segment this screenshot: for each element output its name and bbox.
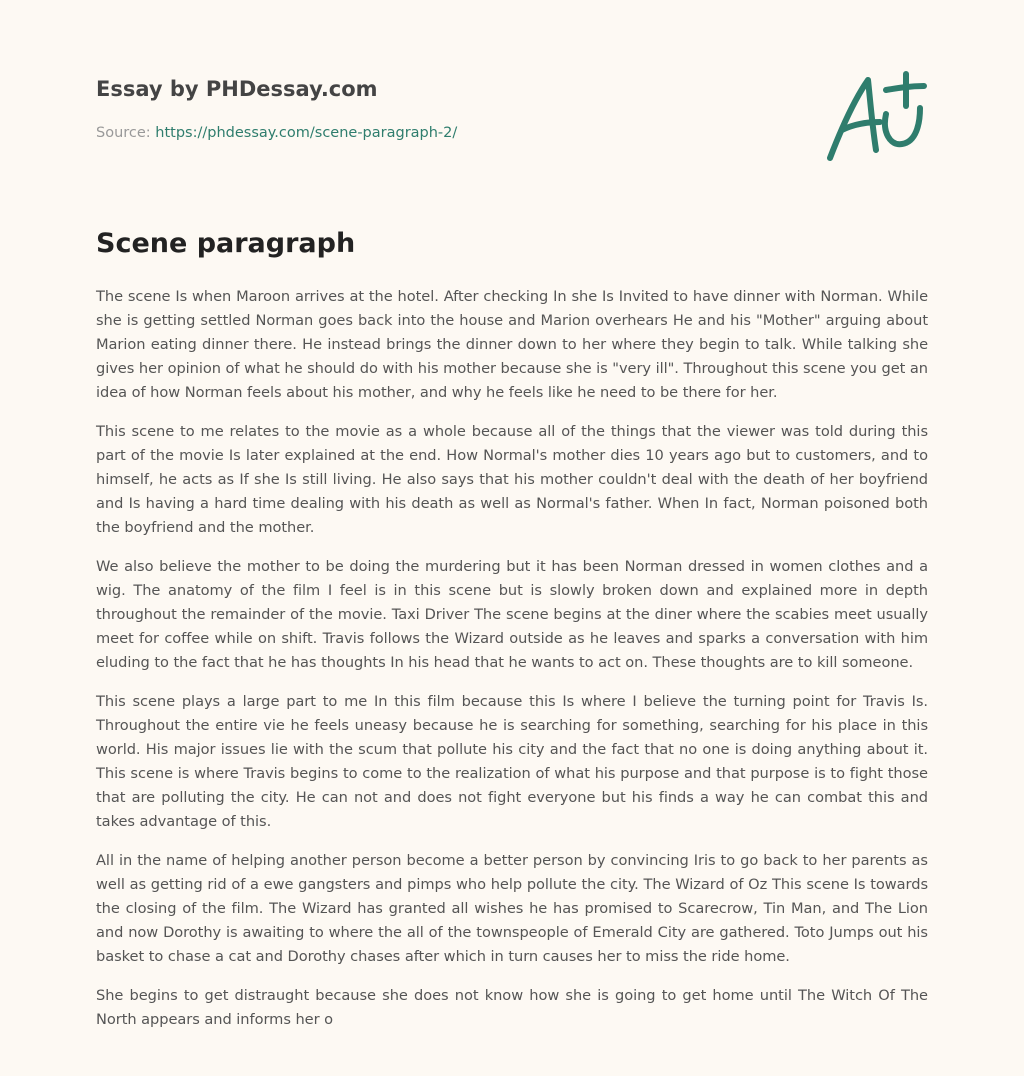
source-label: Source: [96, 125, 151, 141]
essay-paragraph: All in the name of helping another person become a better person by convincing Iris to go back to her parents as well as getting rid of a ewe gangsters and pimps who help pollute the city. The Wizard of Oz This scene Is towards the closing of the film. The Wizard has granted all wishes he has promised to Scarecrow, Tin Man, and The Lion and now Dorothy is awaiting to where the all of the townspeople of Emerald City are gathered. Toto Jumps out his basket to chase a cat and Dorothy chases after which in turn causes her to miss the ride home. [96, 852, 928, 965]
essay-paragraph: She begins to get distraught because she does not know how she is going to get home until The Witch Of The North appears and informs her o [96, 987, 928, 1028]
source-link[interactable]: https://phdessay.com/scene-paragraph-2/ [155, 125, 458, 141]
source-line [96, 123, 928, 143]
essay-paragraph: This scene plays a large part to me In this film because this Is where I believe the turning point for Travis Is. Throughout the entire vie he feels uneasy because he is searching for something, searching for his place in this world. His major issues lie with the scum that pollute his city and the fact that no one is doing anything about it. This scene is where Travis begins to come to the realization of what his purpose and that purpose is to fight those that are polluting the city. He can not and does not fight everyone but his finds a way he can combat this and takes advantage of this. [96, 693, 928, 830]
page-header [96, 74, 928, 143]
site-title: Essay by PHDessay.com [96, 77, 378, 101]
a-plus-logo-icon [820, 66, 932, 168]
essay-paragraph: The scene Is when Maroon arrives at the hotel. After checking In she Is Invited to have dinner with Norman. While she is getting settled Norman goes back into the house and Marion overhears He and his "Mother" arguing about Marion eating dinner there. He instead brings the dinner down to her where they begin to talk. While talking she gives her opinion of what he should do with his mother because she is "very ill". Throughout this scene you get an idea of how Norman feels about his mother, and why he feels like he need to be there for her. [96, 288, 928, 401]
essay-body [96, 285, 928, 1047]
essay-title: Scene paragraph [96, 228, 356, 259]
essay-paragraph: This scene to me relates to the movie as a whole because all of the things that the viewer was told during this part of the movie Is later explained at the end. How Normal's mother dies 10 years ago but to customers, and to himself, he acts as If she Is still living. He also says that his mother couldn't deal with the death of her boyfriend and Is having a hard time dealing with his death as well as Normal's father. When In fact, Norman poisoned both the boyfriend and the mother. [96, 423, 928, 536]
essay-paragraph: We also believe the mother to be doing the murdering but it has been Norman dressed in women clothes and a wig. The anatomy of the film I feel is in this scene but is slowly broken down and explained more in depth throughout the remainder of the movie. Taxi Driver The scene begins at the diner where the scabies meet usually meet for coffee while on shift. Travis follows the Wizard outside as he leaves and sparks a conversation with him eluding to the fact that he has thoughts In his head that he wants to act on. These thoughts are to kill someone. [96, 558, 928, 671]
